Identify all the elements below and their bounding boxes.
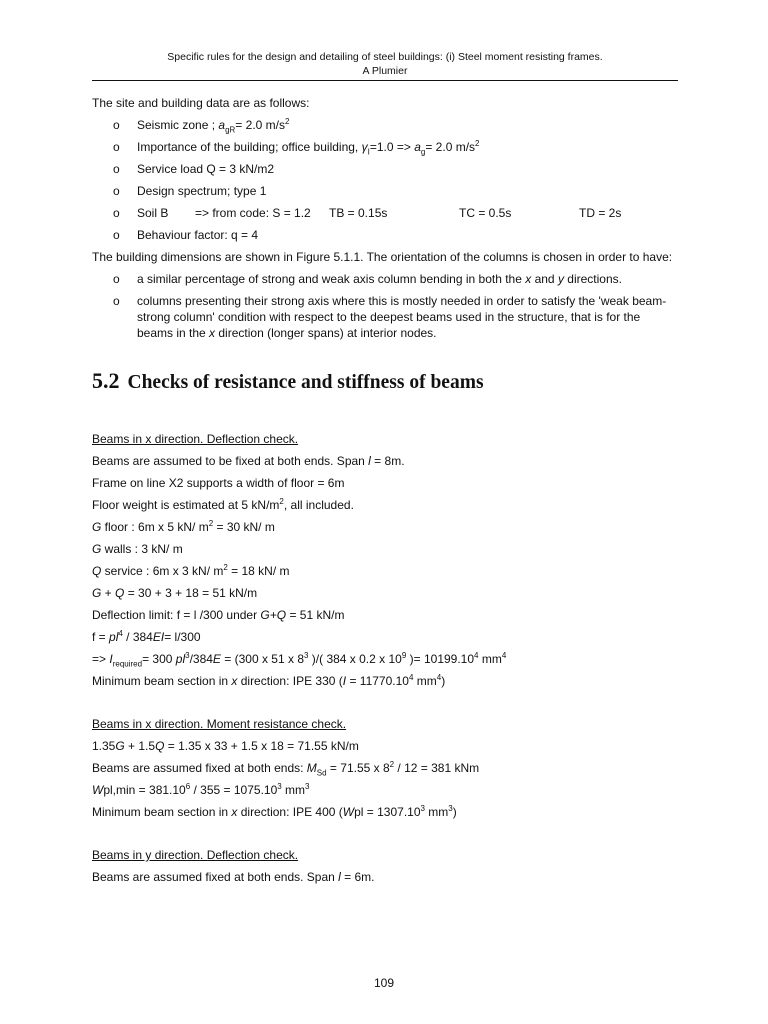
list-item: o Importance of the building; office building, $\gamma_I=1.0 => a_g= 2.0$ $m/s^2$: [113, 139, 480, 157]
section-heading: [92, 369, 678, 395]
header-rule: [92, 80, 678, 81]
bullet-marker: o: [113, 162, 120, 176]
header-author: A Plumier: [362, 65, 408, 77]
list-item: o Behaviour factor: q = 4: [113, 228, 259, 242]
deflection-check-y: Beams in y direction. Deflection check. Beams are assumed fixed at both ends. Span l = 6m.: [92, 847, 678, 885]
bullet-marker: o: [113, 118, 120, 132]
section-title: Checks of resistance and stiffness of beams: [127, 372, 484, 393]
intro-text: The site and building data are as follows:: [92, 96, 310, 110]
page-number: 109: [373, 976, 395, 990]
deflection-check-x: Beams in x direction. Deflection check. Beams are assumed to be fixed at both ends. Span l = 8m. Frame on line X2 supports a width of floor = 6m Floor weight is estimated at 5 $kN/m^2$, all included. G floor : 6m x 5 kN/ $m^2 = 30$ kN/ m G walls : 3 kN/ m Q service : 6m x 3 kN/ $m^2 = 18$ kN/ m G + Q = 30 + 3 + 18 = 51 kN/m Deflection limit: f = l /300 under G+Q = 51 kN/m $f = pl^4 / 384EI= l/300$ => $I_{required}= 300$ $pl^3/384E = (300$ x 51 x $8^3$ )/( 384 x 0.2 x $10^9$ )= $10199.10^4$ $mm^4$ Minimum beam section in x direction: IPE 330 ($I = 11770.10^4$ $mm^4$): [92, 431, 678, 689]
subheading: Beams in y direction. Deflection check.: [92, 848, 299, 862]
site-data-list: [92, 117, 678, 243]
list-item: o Soil B => from code: S = 1.2 TB = 0.15s TC = 0.5s TD = 2s: [113, 206, 622, 220]
bullet-marker: o: [113, 294, 120, 308]
list-item: o Service load Q = 3 kN/m2: [113, 162, 275, 176]
bullet-marker: o: [113, 140, 120, 154]
dimensions-paragraph: The building dimensions are shown in Figure 5.1.1. The orientation of the columns is chosen in order to have:: [92, 250, 673, 264]
orientation-list: [92, 271, 678, 341]
page-body: [92, 95, 678, 891]
list-item: o Design spectrum; type 1: [113, 184, 267, 198]
header-title: Specific rules for the design and detailing of steel buildings: (i) Steel moment resisting frames.: [167, 51, 603, 63]
subheading: Beams in x direction. Moment resistance check.: [92, 717, 347, 731]
subheading: Beams in x direction. Deflection check.: [92, 432, 299, 446]
list-item: o a similar percentage of strong and weak axis column bending in both the x and y directions.: [113, 272, 622, 286]
bullet-marker: o: [113, 272, 120, 286]
list-item: o Seismic zone ; $a_{gR}= 2.0$ $m/s^2$: [113, 117, 290, 135]
list-item: o columns presenting their strong axis where this is mostly needed in order to satisfy the 'weak beam-strong column' condition with respect to the deepest beams used in the structure, that is for the beams in the x direction (longer spans) at interior nodes.: [113, 294, 667, 340]
bullet-marker: o: [113, 228, 120, 242]
running-header: [92, 50, 678, 78]
moment-check-x: Beams in x direction. Moment resistance check. 1.35G + 1.5Q = 1.35 x 33 + 1.5 x 18 = 71.55 kN/m Beams are assumed fixed at both ends: $M_{Sd} = 71.55$ x $8^2 / 12 = 381$ kNm $Wpl,\min = 381.10^6 / 355 = 1075.10^3$ $mm^3$ Minimum beam section in x direction: IPE 400 ($Wpl = 1307.10^3$ $mm^3$): [92, 716, 678, 820]
section-number: 5.2: [92, 368, 120, 393]
bullet-marker: o: [113, 206, 120, 220]
bullet-marker: o: [113, 184, 120, 198]
